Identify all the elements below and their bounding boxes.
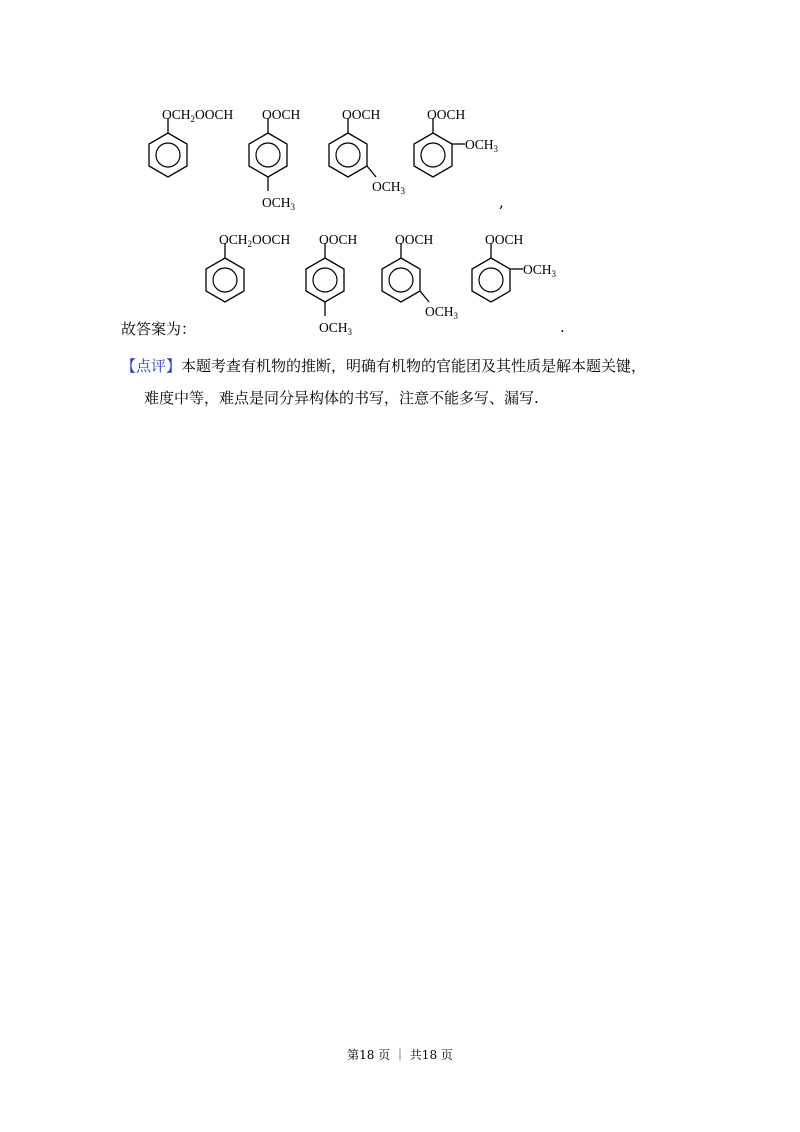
molecule-2: [249, 107, 301, 212]
svg-text:OOCH: OOCH: [319, 232, 358, 247]
svg-text:OCH3: $OCH_3$: [465, 137, 499, 154]
svg-text:OOCH: OOCH: [427, 107, 466, 122]
review-line-1: [121, 355, 646, 376]
answer-period: .: [560, 318, 565, 336]
molecule-4: [414, 107, 499, 177]
molecule-3: [329, 107, 406, 196]
molecule-1: [149, 107, 234, 177]
row-1-comma: ,: [499, 193, 504, 211]
svg-text:OCH3: $OCH_3$: [372, 179, 406, 196]
structures-row-2: [187, 220, 577, 340]
svg-text:OCH3: $OCH_3$: [425, 304, 459, 321]
molecule-2: [306, 232, 358, 337]
review-tag: 【点评】: [121, 357, 182, 375]
svg-text:OCH2OOCH: $OCH_2OOCH$: [219, 232, 291, 249]
svg-text:OCH3: $OCH_3$: [319, 320, 353, 337]
svg-text:OCH3: $OCH_3$: [262, 195, 296, 212]
review-text-1: 本题考查有机物的推断，明确有机物的官能团及其性质是解本题关键，: [181, 357, 647, 375]
structures-row-1: [130, 95, 530, 220]
svg-text:OOCH: OOCH: [395, 232, 434, 247]
svg-text:OOCH: OOCH: [342, 107, 381, 122]
svg-text:OOCH: OOCH: [485, 232, 524, 247]
page-footer: 第18 页 ｜ 共18 页: [347, 1048, 453, 1062]
molecule-1: [206, 232, 291, 302]
svg-text:OCH3: $OCH_3$: [523, 262, 557, 279]
svg-text:OOCH: OOCH: [262, 107, 301, 122]
molecule-3: [382, 232, 459, 321]
svg-text:OCH2OOCH: $OCH_2OOCH$: [162, 107, 234, 124]
molecule-4: [472, 232, 557, 302]
review-line-2: 难度中等，难点是同分异构体的书写，注意不能多写、漏写.: [144, 389, 539, 407]
answer-label: 故答案为：: [121, 320, 197, 338]
